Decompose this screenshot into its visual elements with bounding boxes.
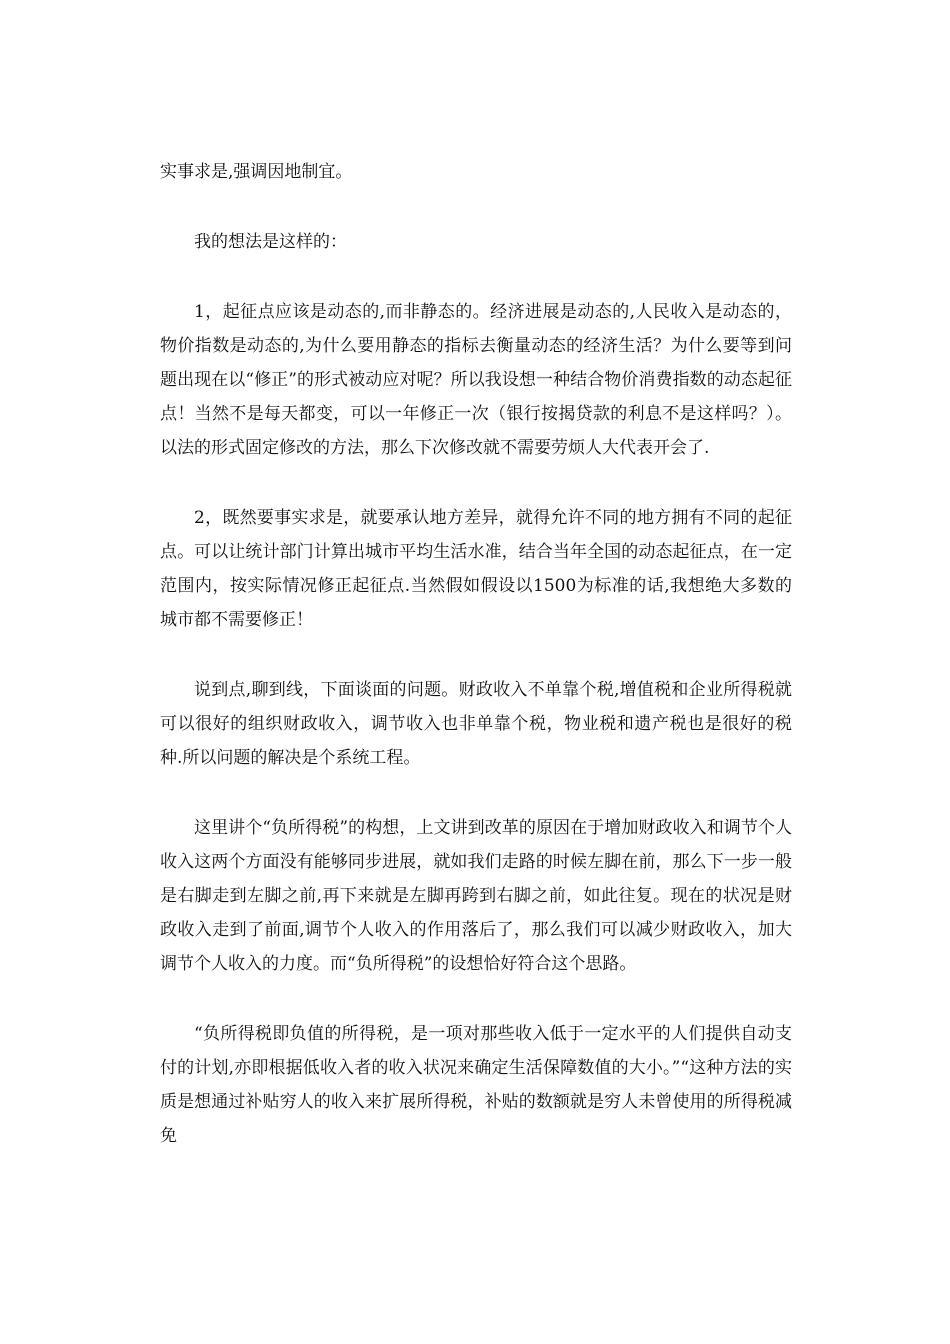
paragraph-my-idea: 我的想法是这样的： bbox=[194, 232, 347, 252]
document-body bbox=[160, 155, 792, 1189]
paragraph-point-1-dynamic-threshold: 1，起征点应该是动态的,而非静态的。经济进展是动态的,人民收入是动态的，物价指数是动态的,为什么要用静态的指标去衡量动态的经济生活？为什么要等到问题出现在以“修正”的形式被动应对呢？所以我设想一种结合物价消费指数的动态起征点！当然不是每天都变，可以一年修正一次（银行按揭贷款的利息不是这样吗？）。以法的形式固定修改的方法，那么下次修改就不需要劳烦人大代表开会了. bbox=[160, 302, 792, 458]
paragraph-system-engineering: 说到点,聊到线，下面谈面的问题。财政收入不单靠个税,增值税和企业所得税就可以很好的组织财政收入，调节收入也非单靠个税，物业税和遗产税也是很好的税种.所以问题的解决是个系统工程。 bbox=[160, 680, 792, 768]
paragraph-point-2-regional-difference: 2，既然要事实求是，就要承认地方差异，就得允许不同的地方拥有不同的起征点。可以让统计部门计算出城市平均生活水准，结合当年全国的动态起征点，在一定范围内，按实际情况修正起征点.当然假如假设以1500为标准的话,我想绝大多数的城市都不需要修正！ bbox=[160, 508, 792, 630]
paragraph-intro-continuation: 实事求是,强调因地制宜。 bbox=[160, 162, 353, 182]
paragraph-negative-income-tax-concept: 这里讲个“负所得税”的构想，上文讲到改革的原因在于增加财政收入和调节个人收入这两个方面没有能够同步进展，就如我们走路的时候左脚在前，那么下一步一般是右脚走到左脚之前,再下来就是左脚再跨到右脚之前，如此往复。现在的状况是财政收入走到了前面,调节个人收入的作用落后了，那么我们可以减少财政收入，加大调节个人收入的力度。而“负所得税”的设想恰好符合这个思路。 bbox=[160, 818, 792, 974]
paragraph-negative-income-tax-definition: “负所得税即负值的所得税，是一项对那些收入低于一定水平的人们提供自动支付的计划,亦即根据低收入者的收入状况来确定生活保障数值的大小。”“这种方法的实质是想通过补贴穷人的收入来扩展所得税，补贴的数额就是穷人未曾使用的所得税减免 bbox=[160, 1024, 792, 1146]
